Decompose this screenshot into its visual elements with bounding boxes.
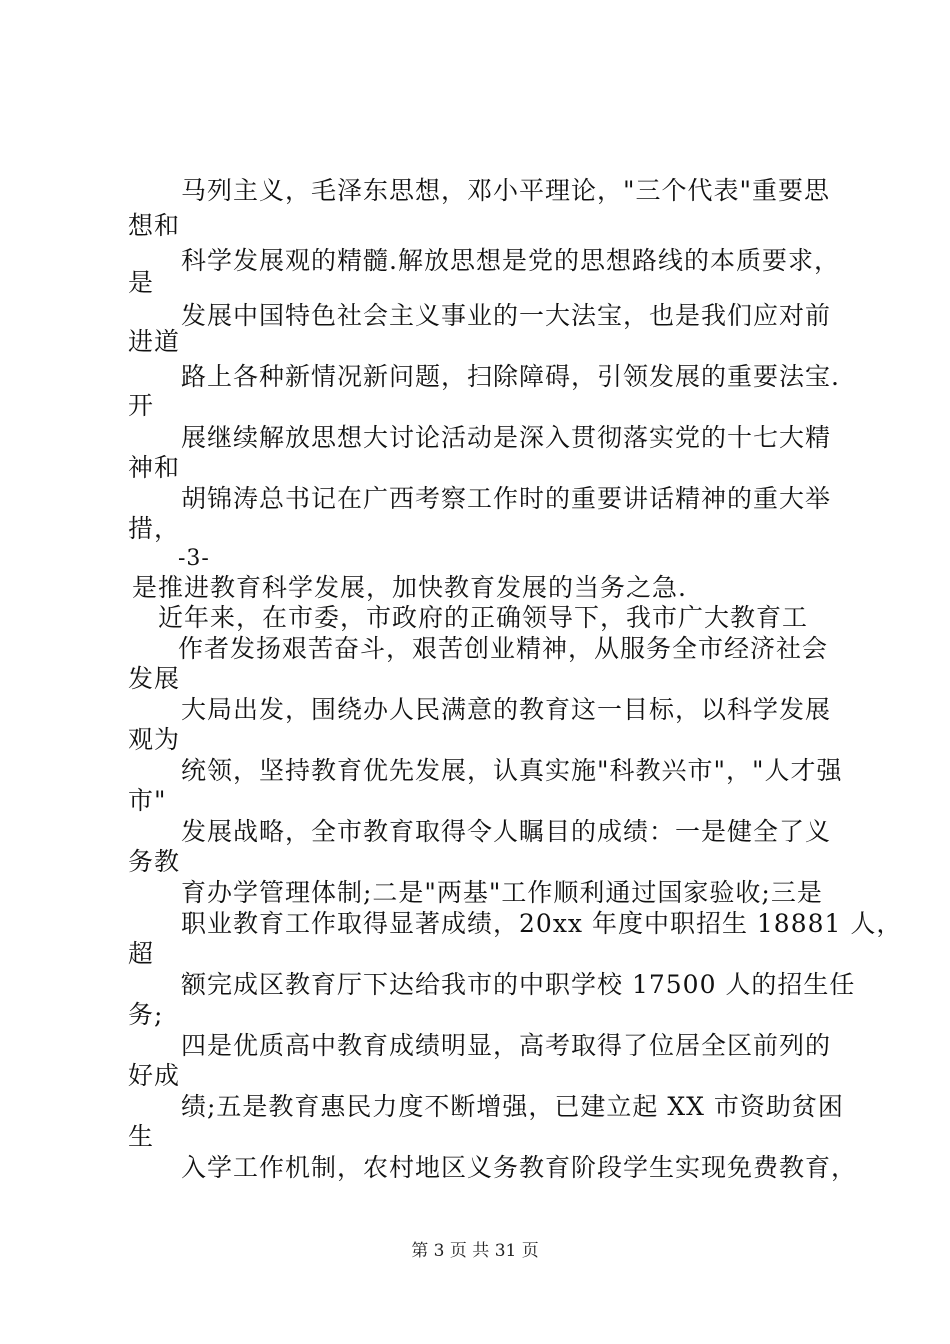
page-footer: 第 3 页 共 31 页 <box>411 1241 539 1261</box>
body-line-19: 观为 <box>128 725 181 754</box>
body-line-26: 超 <box>128 939 155 968</box>
body-line-31: 绩;五是教育惠民力度不断增强，已建立起 XX 市资助贫困 <box>181 1092 844 1121</box>
body-line-6: 进道 <box>128 327 181 356</box>
body-line-7: 路上各种新情况新问题，扫除障碍，引领发展的重要法宝. <box>181 362 840 391</box>
body-line-11: 胡锦涛总书记在广西考察工作时的重要讲话精神的重大举 <box>181 484 832 513</box>
body-line-21: 市" <box>128 786 167 815</box>
body-line-16: 作者发扬艰苦奋斗，艰苦创业精神，从服务全市经济社会 <box>178 634 829 663</box>
body-line-8: 开 <box>128 391 155 420</box>
body-line-14: 是推进教育科学发展，加快教育发展的当务之急. <box>132 573 687 602</box>
body-line-32: 生 <box>128 1122 155 1151</box>
body-line-10: 神和 <box>128 453 181 482</box>
body-line-28: 务; <box>128 1000 164 1029</box>
body-line-20: 统领，坚持教育优先发展，认真实施"科教兴市"，"人才强 <box>181 756 843 785</box>
body-line-29: 四是优质高中教育成绩明显，高考取得了位居全区前列的 <box>181 1031 832 1060</box>
page-marker: -3- <box>178 546 210 571</box>
body-line-3: 科学发展观的精髓.解放思想是党的思想路线的本质要求， <box>181 246 840 275</box>
body-line-30: 好成 <box>128 1061 181 1090</box>
body-line-12: 措， <box>128 514 181 543</box>
body-line-15: 近年来，在市委，市政府的正确领导下，我市广大教育工 <box>158 603 809 632</box>
body-line-9: 展继续解放思想大讨论活动是深入贯彻落实党的十七大精 <box>181 423 832 452</box>
body-line-4: 是 <box>128 268 155 297</box>
body-line-5: 发展中国特色社会主义事业的一大法宝，也是我们应对前 <box>181 301 832 330</box>
body-line-2: 想和 <box>128 211 181 240</box>
body-line-27: 额完成区教育厅下达给我市的中职学校 17500 人的招生任 <box>181 970 856 999</box>
body-line-24: 育办学管理体制;二是"两基"工作顺利通过国家验收;三是 <box>181 878 823 907</box>
body-line-17: 发展 <box>128 664 181 693</box>
body-line-1: 马列主义，毛泽东思想，邓小平理论，"三个代表"重要思 <box>181 176 831 205</box>
body-line-23: 务教 <box>128 847 181 876</box>
body-line-33: 入学工作机制，农村地区义务教育阶段学生实现免费教育， <box>181 1153 858 1182</box>
body-line-18: 大局出发，围绕办人民满意的教育这一目标，以科学发展 <box>181 695 832 724</box>
body-line-22: 发展战略，全市教育取得令人瞩目的成绩：一是健全了义 <box>181 817 832 846</box>
body-line-25: 职业教育工作取得显著成绩，20xx 年度中职招生 18881 人， <box>181 909 903 938</box>
